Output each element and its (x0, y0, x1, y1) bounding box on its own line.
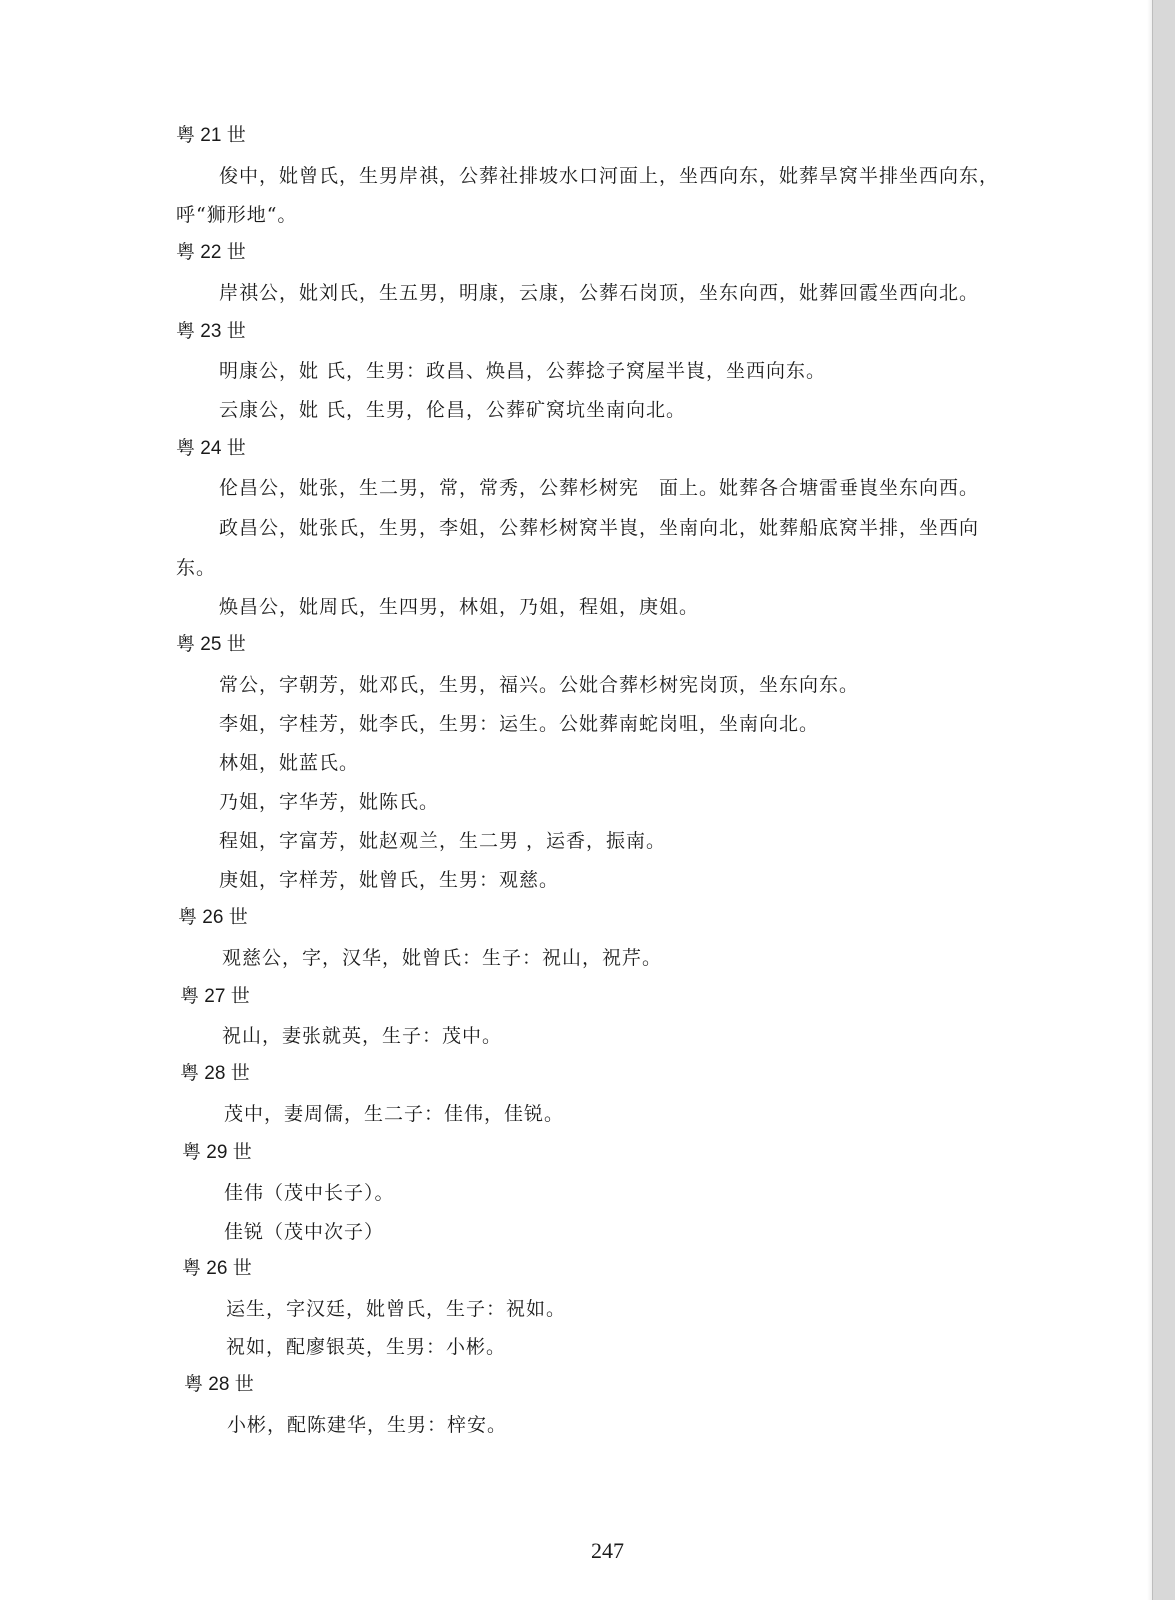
entry-continuation: 东。 (176, 557, 217, 579)
generation-heading: 粤 28 世 (184, 1374, 254, 1395)
entry-line: 岸祺公，妣刘氏，生五男，明康，云康，公葬石岗顶，坐东向西，妣葬回霞坐西向北。 (219, 282, 980, 304)
entry-line: 乃姐，字华芳，妣陈氏。 (219, 791, 440, 813)
entry-line: 林姐，妣蓝氏。 (219, 752, 360, 774)
entry-line: 庚姐，字样芳，妣曾氏，生男：观慈。 (219, 869, 560, 891)
generation-heading: 粤 26 世 (182, 1258, 252, 1279)
generation-heading: 粤 27 世 (180, 986, 250, 1007)
generation-heading: 粤 23 世 (176, 321, 246, 342)
page-number: 247 (591, 1538, 624, 1563)
generation-heading: 粤 28 世 (180, 1063, 250, 1084)
entry-line: 小彬，配陈建华，生男：梓安。 (227, 1414, 508, 1436)
entry-line: 俊中，妣曾氏，生男岸祺，公葬社排坡水口河面上，坐西向东，妣葬旱窝半排坐西向东， (219, 165, 1000, 187)
generation-heading: 粤 29 世 (182, 1142, 252, 1163)
entry-line: 观慈公，字，汉华，妣曾氏：生子：祝山，祝芹。 (222, 947, 663, 969)
generation-heading: 粤 26 世 (178, 907, 248, 928)
entry-line: 云康公，妣 氏，生男，伦昌，公葬矿窝坑坐南向北。 (219, 399, 687, 421)
entry-line: 伦昌公，妣张，生二男，常，常秀，公葬杉树宪 面上。妣葬各合塘雷垂崀坐东向西。 (219, 477, 980, 499)
generation-heading: 粤 21 世 (176, 125, 246, 146)
generation-heading: 粤 22 世 (176, 242, 246, 263)
entry-continuation: 呼“狮形地“。 (176, 204, 298, 226)
entry-line: 祝如，配廖银英，生男：小彬。 (226, 1336, 507, 1358)
entry-line: 政昌公，妣张氏，生男，李姐，公葬杉树窝半崀，坐南向北，妣葬船底窝半排，坐西向 (219, 517, 980, 539)
entry-line: 李姐，字桂芳，妣李氏，生男：运生。公妣葬南蛇岗咀，坐南向北。 (219, 713, 820, 735)
entry-line: 茂中，妻周儒，生二子：佳伟，佳锐。 (224, 1103, 565, 1125)
generation-heading: 粤 24 世 (176, 438, 246, 459)
generation-heading: 粤 25 世 (176, 634, 246, 655)
entry-line: 明康公，妣 氏，生男：政昌、焕昌，公葬捻子窝屋半崀，坐西向东。 (219, 360, 827, 382)
entry-line: 程姐，字富芳，妣赵观兰，生二男 ，运香，振南。 (219, 830, 667, 852)
entry-line: 祝山，妻张就英，生子：茂中。 (222, 1025, 503, 1047)
entry-line: 佳锐（茂中次子） (224, 1221, 385, 1243)
entry-line: 佳伟（茂中长子）。 (224, 1182, 395, 1204)
entry-line: 焕昌公，妣周氏，生四男，林姐，乃姐，程姐，庚姐。 (219, 596, 700, 618)
entry-line: 运生，字汉廷，妣曾氏，生子：祝如。 (226, 1298, 567, 1320)
entry-line: 常公，字朝芳，妣邓氏，生男，福兴。公妣合葬杉树宪岗顶，坐东向东。 (219, 674, 860, 696)
